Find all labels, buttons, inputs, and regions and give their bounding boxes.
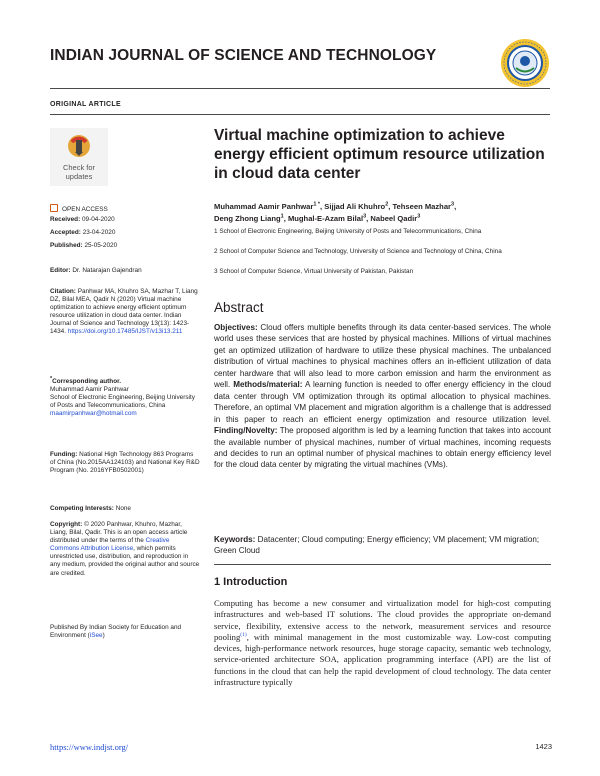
- author-affiliation-marker: 2: [385, 201, 389, 208]
- check-updates-line2: updates: [65, 172, 93, 181]
- journal-name: INDIAN JOURNAL OF SCIENCE AND TECHNOLOGY: [50, 47, 437, 64]
- article-title: Virtual machine optimization to achieve energy efficient optimum resource utilization in cloud data center: [214, 127, 545, 182]
- affiliation-3: 3 School of Computer Science, Virtual University of Pakistan, Pakistan: [214, 268, 414, 275]
- check-updates-line1: Check for: [62, 163, 96, 172]
- author-name: Nabeel Qadir: [370, 213, 418, 223]
- abstract-body: Objectives: Cloud offers multiple benefits through its data center-based services. The whole world uses these services that are hosted by physical machines. Millions of virtual machines get an optimized utilization of hardware to utilize these physical machines. The unbalanced distribution of virtual machines to physical machines offers an in-efficient utilization of data center hardware that will also lead to more carbon emission and harm the environment as well. Methods/material: A learning function is needed to offer energy efficiency in the cloud data center through VM optimization through its optimal allocation to physical machines. Therefore, an optimal VM placement and migration algorithm is a challenge that is addressed in this paper to reach an efficient energy optimization and resource utilization level. Finding/Novelty: The proposed algorithm is led by a learning function that takes into account the available number of physical machines, number of virtual machines, incoming requests and decides to run an optimal number of physical machines to obtain energy efficiency level for the cloud data center by migrating the virtual machines (VMs).: [214, 323, 552, 470]
- editor: Editor: Dr. Natarajan Gajendran: [50, 267, 142, 274]
- author-affiliation-marker: 3: [451, 201, 455, 208]
- author-affiliation-marker: 3: [363, 212, 367, 219]
- author-affiliation-marker: 3: [417, 212, 421, 219]
- received-date: Received: 09-04-2020: [50, 216, 115, 223]
- open-access-label: OPEN ACCESS: [62, 206, 108, 213]
- publisher: Published By Indian Society for Education and Environment (iSee): [50, 624, 182, 640]
- article-type: ORIGINAL ARTICLE: [50, 101, 121, 108]
- footer-url-link[interactable]: https://www.indjst.org/: [50, 742, 129, 752]
- open-access-lock-icon: [50, 204, 58, 212]
- author-name: Mughal-E-Azam Bilal: [287, 213, 364, 223]
- competing-interests: Competing Interests: None: [50, 505, 131, 512]
- abstract-heading: Abstract: [214, 300, 264, 315]
- isee-link[interactable]: iSee: [89, 632, 103, 640]
- check-for-updates-badge[interactable]: [50, 128, 108, 186]
- citation-doi-link[interactable]: https://doi.org/10.17485/IJST/v13i13.211: [67, 328, 183, 336]
- open-access-row: [50, 204, 200, 214]
- abstract-rule: [214, 564, 551, 565]
- funding: Funding: National High Technology 863 Programs of China (No.2015AA124103) and National Key R&D Program (No. 2016YFB0502001): [50, 451, 200, 475]
- article-type-rule: [50, 114, 550, 115]
- author-name: Sijjad Ali Khuhro: [324, 202, 386, 211]
- header-rule: [50, 88, 550, 89]
- corresponding-author: *Corresponding author. Muhammad Aamir Panhwar School of Electronic Engineering, Beijing University of Posts and Telecommunications, China maamirpanhwar@hotmail.com: [50, 375, 195, 418]
- page-number: 1423: [535, 742, 552, 751]
- accepted-date: Accepted: 23-04-2020: [50, 229, 116, 236]
- introduction-heading: 1 Introduction: [214, 576, 288, 588]
- author-name: Deng Zhong Liang: [214, 213, 281, 223]
- corresponding-email-link[interactable]: maamirpanhwar@hotmail.com: [50, 410, 137, 418]
- introduction-body: Computing has become a new consumer and virtualization model for high-cost computing infrastructures and web-based IT solutions. The cloud provides the appropriate on-demand service, flexibility, extensive access to the network, measurement services and resource pooling$^{(1)}$, with minimal management in the most customizable way. Low-cost computing devices, high-performance network resources, huge storage capacity, semantic web technology, service-oriented architecture SOA, application programming interface (API) are the list of functions in the cloud that can help the rapid development of cloud technology. The data center infrastructure typically: [214, 598, 551, 688]
- author-affiliation-marker: 1: [280, 212, 284, 219]
- reference-link[interactable]: (1): [240, 632, 247, 639]
- affiliation-2: 2 School of Computer Science and Technology, University of Science and Technology of China, China: [214, 248, 502, 255]
- journal-seal-logo: [500, 38, 550, 88]
- copyright: Copyright: © 2020 Panhwar, Khuhro, Mazhar, Liang, Bilal, Qadir. This is an open access article distributed under the terms of the Creative Commons Attribution License, which permits unrestricted use, distribution, and reproduction in any medium, provided the original author and source are credited.: [50, 521, 200, 577]
- author-list: Muhammad Aamir Panhwar$^{1 *}$, Sijjad Ali Khuhro$^2$, Tehseen Mazhar$^3$, Deng Zhong Liang$^1$, Mughal-E-Azam Bilal$^3$, Nabeel Qadir$^3$: [214, 201, 457, 223]
- author-name: Muhammad Aamir Panhwar: [214, 202, 314, 211]
- creative-commons-link[interactable]: Creative Commons Attribution License: [50, 537, 170, 553]
- author-affiliation-marker: 1 *: [313, 201, 321, 208]
- author-name: Tehseen Mazhar: [392, 202, 452, 211]
- keywords: Keywords: Datacenter; Cloud computing; Energy efficiency; VM placement; VM migration; Green Cloud: [214, 535, 540, 556]
- affiliation-1: 1 School of Electronic Engineering, Beijing University of Posts and Telecommunications, China: [214, 228, 482, 235]
- published-date: Published: 25-05-2020: [50, 242, 118, 249]
- citation: Citation: Panhwar MA, Khuhro SA, Mazhar T, Liang DZ, Bilal MEA, Qadir N (2020) Virtual machine optimization to achieve energy efficient optimum resource utilization in cloud data center. Indian Journal of Science and Technology 13(13): 1423-1434. https://doi.org/10.17485/IJST/v13i13.211: [50, 288, 198, 336]
